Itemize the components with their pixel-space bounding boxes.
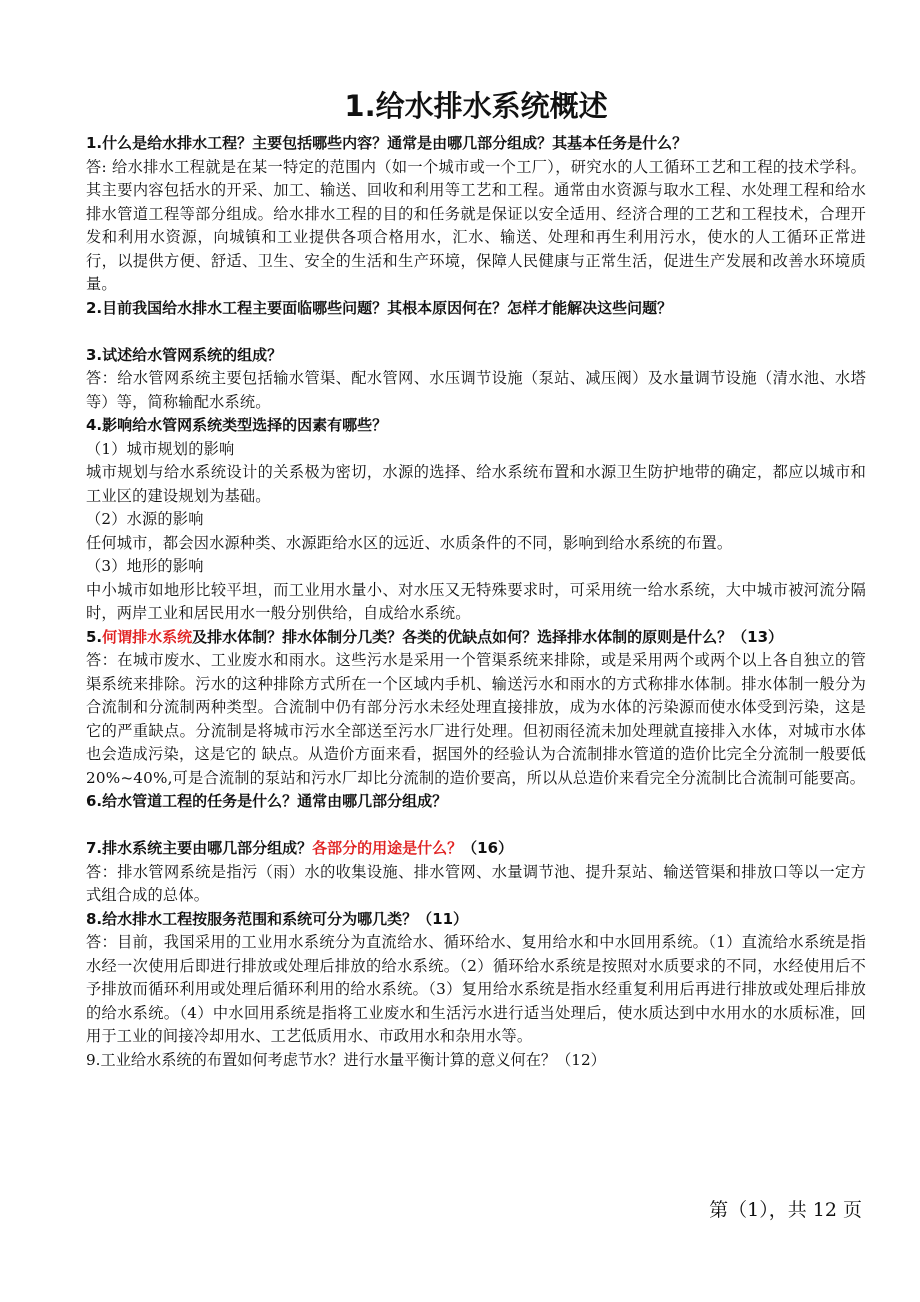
question-7-number: （16）: [462, 839, 514, 857]
question-5-highlight: 何谓排水系统: [102, 627, 193, 646]
question-5-number: 5.: [86, 627, 103, 646]
blank-line: [86, 814, 866, 838]
question-9: 9.工业给水系统的布置如何考虑节水？进行水量平衡计算的意义何在？（12）: [86, 1050, 606, 1069]
blank-line: [86, 320, 866, 344]
factor-2-heading: （2）水源的影响: [86, 510, 204, 528]
answer-5: 答：在城市废水、工业废水和雨水。这些污水是采用一个管渠系统来排除，或是采用两个或两个以上各自独立的管渠系统来排除。污水的这种排除方式所在一个区域内手机、输送污水和雨水的方式称排水体制。排水体制一般分为合流制和分流制两种类型。合流制中仍有部分污水未经处理直接排放，成为水体的污染源而使水体受到污染，这是它的严重缺点。分流制是将城市污水全部送至污水厂进行处理。但初雨径流未加处理就直接排入水体，对城市水体也会造成污染，这是它的 缺点。从造价方面来看，据国外的经验认为合流制排水管道的造价比完全分流制一般要低20%~40%,可是合流制的泵站和污水厂却比分流制的造价要高，所以从总造价来看完全分流制比合流制可能要高。: [86, 651, 866, 787]
question-4: 4.影响给水管网系统类型选择的因素有哪些？: [86, 416, 388, 434]
question-7-text: 7.排水系统主要由哪几部分组成？: [86, 839, 313, 857]
factor-1-heading: （1）城市规划的影响: [86, 439, 235, 458]
factor-1-text: 城市规划与给水系统设计的关系极为密切，水源的选择、给水系统布置和水源卫生防护地带的确定，都应以城市和工业区的建设规划为基础。: [86, 463, 866, 505]
question-7-highlight: 各部分的用途是什么？: [312, 839, 463, 857]
question-5-rest: 及排水体制？排水体制分几类？各类的优缺点如何？选择排水体制的原则是什么？（13）: [192, 627, 784, 646]
answer-1: 答: 给水排水工程就是在某一特定的范围内（如一个城市或一个工厂），研究水的人工循环工艺和工程的技术学科。其主要内容包括水的开采、加工、输送、回收和利用等工艺和工程。通常由水资源与取水工程、水处理工程和给水排水管道工程等部分组成。给水排水工程的目的和任务就是保证以安全适用、经济合理的工艺和工程技术，合理开发和利用水资源，向城镇和工业提供各项合格用水，汇水、输送、处理和再生利用污水，使水的人工循环正常进行，以提供方便、舒适、卫生、安全的生活和生产环境，保障人民健康与正常生活，促进生产发展和改善水环境质量。: [86, 157, 866, 293]
factor-3-heading: （3）地形的影响: [86, 557, 204, 575]
question-1: 1.什么是给水排水工程？主要包括哪些内容？通常是由哪几部分组成？其基本任务是什么？: [86, 134, 688, 152]
document-body: [86, 82, 866, 1072]
factor-3-text: 中小城市如地形比较平坦，而工业用水量小、对水压又无特殊要求时，可采用统一给水系统，大中城市被河流分隔时，两岸工业和居民用水一般分别供给，自成给水系统。: [86, 580, 866, 622]
question-6: 6.给水管道工程的任务是什么？通常由哪几部分组成？: [86, 792, 448, 810]
page-title: 1.给水排水系统概述: [344, 89, 608, 123]
page-footer: 第（1），共 12 页: [709, 1199, 862, 1221]
answer-7: 答：排水管网系统是指污（雨）水的收集设施、排水管网、水量调节池、提升泵站、输送管渠和排放口等以一定方式组合成的总体。: [86, 862, 866, 904]
question-5: [86, 626, 866, 650]
question-8: 8.给水排水工程按服务范围和系统可分为哪几类？（11）: [86, 909, 469, 928]
question-7: [86, 837, 866, 861]
answer-3: 答：给水管网系统主要包括输水管渠、配水管网、水压调节设施（泵站、减压阀）及水量调节设施（清水池、水塔等）等，简称输配水系统。: [86, 369, 866, 411]
answer-8: 答：目前，我国采用的工业用水系统分为直流给水、循环给水、复用给水和中水回用系统。（1）直流给水系统是指水经一次使用后即进行排放或处理后排放的给水系统。（2）循环给水系统是按照对水质要求的不同，水经使用后不予排放而循环利用或处理后循环利用的给水系统。（3）复用给水系统是指水经重复利用后再进行排放或处理后排放的给水系统。（4）中水回用系统是指将工业废水和生活污水进行适当处理后，使水质达到中水用水的水质标准，回用于工业的间接冷却用水、工艺低质用水、市政用水和杂用水等。: [86, 933, 866, 1045]
factor-2-text: 任何城市，都会因水源种类、水源距给水区的远近、水质条件的不同，影响到给水系统的布置。: [86, 533, 733, 552]
question-3: 3.试述给水管网系统的组成？: [86, 345, 283, 364]
question-2: 2.目前我国给水排水工程主要面临哪些问题？其根本原因何在？怎样才能解决这些问题？: [86, 298, 673, 317]
